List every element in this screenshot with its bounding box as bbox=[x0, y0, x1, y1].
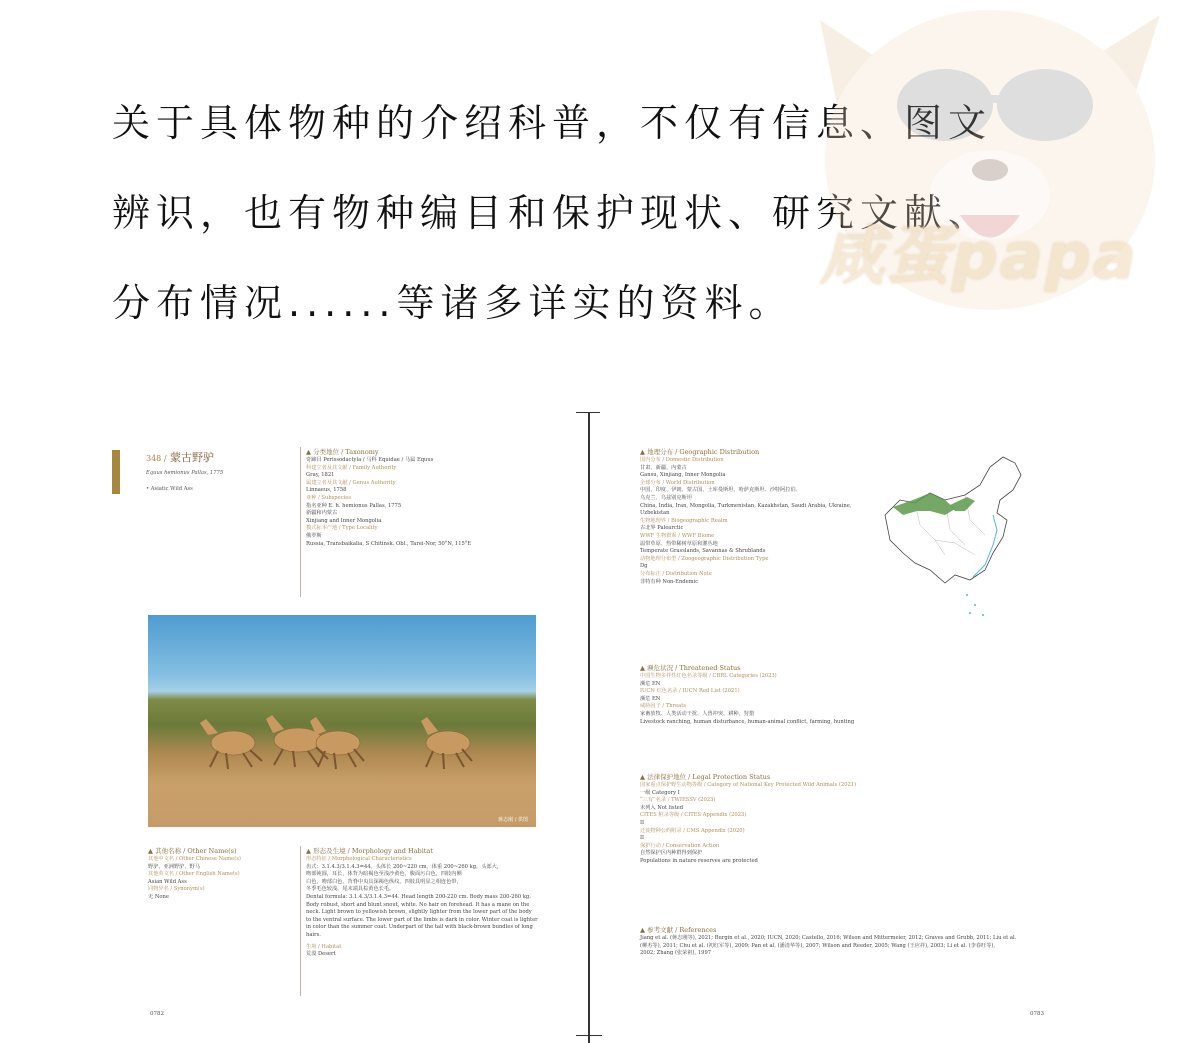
references-line: (柳杰等), 2011; Chu et al. (初红军等), 2009; Pan et al. (潘清华等), 2007; Wilson and Reeder, 2005; Wang (王应祥), 2003; Li et al. (李春旺等), bbox=[640, 942, 996, 949]
morphology-line: hairs. bbox=[306, 931, 321, 938]
morphology-header: ▲ 形态及生境 / Morphology and Habitat bbox=[306, 847, 433, 855]
morphology-line: 荒漠 Desert bbox=[306, 951, 336, 958]
geo-line: 非特有种 Non-Endemic bbox=[640, 578, 699, 585]
other-names-line: 无 None bbox=[148, 893, 169, 900]
page-number-right: 0783 bbox=[1030, 1011, 1044, 1017]
legal-section bbox=[640, 772, 880, 866]
geo-line: Gansu, Xinjiang, Inner Mongolia bbox=[640, 472, 726, 479]
morphology-line: 吻部钝圆，耳长，体背为暗褐色至浅沙黄色，腹面污白色，四肢内侧 bbox=[306, 871, 462, 878]
morphology-line: 形态特征 / Morphological Characteristics bbox=[306, 856, 412, 862]
english-name: • Asiatic Wild Ass bbox=[146, 486, 193, 492]
left-page bbox=[110, 405, 580, 1035]
taxonomy-section bbox=[306, 447, 546, 548]
south-sea-islands bbox=[966, 594, 984, 616]
column-divider bbox=[300, 846, 301, 996]
gutter-bottom-mark bbox=[576, 1035, 602, 1036]
other-names-line: Asian Wild Ass bbox=[148, 878, 187, 885]
taxonomy-line: 模式标本产地 / Type Locality bbox=[306, 525, 378, 532]
geo-header: ▲ 地理分布 / Geographic Distribution bbox=[640, 448, 760, 456]
morphology-line: neck. Light brown to yellowish brown, slightly lighter from the lower part of the body bbox=[306, 909, 532, 916]
taxonomy-header: ▲ 分类地位 / Taxonomy bbox=[306, 448, 379, 456]
watermark-text: 咸蛋papa bbox=[820, 220, 1138, 294]
photo-credit: 蒋志刚 / 供图 bbox=[498, 817, 528, 823]
geo-line: 甘肃、新疆、内蒙古 bbox=[640, 464, 687, 471]
species-number: 348 / bbox=[146, 454, 167, 463]
morphology-line: Body robust, short and blunt snout, white. No hair on forehead. It has a mane on the bbox=[306, 901, 530, 908]
geo-line: 古北界 Palearctic bbox=[640, 525, 684, 532]
distribution-map bbox=[875, 445, 1055, 625]
taxonomy-line: 属建立者及其文献 / Genus Authority bbox=[306, 479, 396, 486]
geo-line: Temperate Grasslands, Savannas & Shrublands bbox=[640, 548, 766, 555]
threat-header: ▲ 濒危状况 / Threatened Status bbox=[640, 664, 741, 672]
geo-line: China, India, Iran, Mongolia, Turkmenistan, Kazakhstan, Saudi Arabia, Ukraine, bbox=[640, 502, 852, 509]
threat-line: Livestock ranching, human disturbance, human-animal conflict, farming, hunting bbox=[640, 718, 855, 725]
species-name: 蒙古野驴 bbox=[170, 451, 215, 464]
other-names-line: 其他英文名 / Other English Name(s) bbox=[148, 871, 240, 878]
morphology-line: in color than the summer coat. Underpart of the tail with black-brown bundles of long bbox=[306, 924, 533, 931]
legal-line: II bbox=[640, 835, 645, 842]
heading-line-2: 辨识，也有物种编目和保护现状、研究文献、 bbox=[112, 191, 993, 235]
references-line: 2002; Zhang (张荣祖), 1997 bbox=[640, 950, 712, 957]
other-names-line: 野驴、亚洲野驴、野马 bbox=[148, 863, 200, 870]
species-accent-bar bbox=[112, 450, 120, 494]
geo-section bbox=[640, 447, 870, 586]
heading-line-1: 关于具体物种的介绍科普，不仅有信息、图文 bbox=[112, 101, 993, 145]
other-names-header: ▲ 其他名称 / Other Name(s) bbox=[148, 847, 237, 855]
taxonomy-line: 亚种 / Subspecies bbox=[306, 494, 351, 501]
threat-line: 中国生物多样性红色名录等级 / CBRL Categories (2023) bbox=[640, 673, 777, 679]
taxonomy-line: Xinjiang and Inner Mongolia bbox=[306, 517, 382, 524]
legal-header: ▲ 法律保护地位 / Legal Protection Status bbox=[640, 773, 771, 781]
references-section bbox=[640, 925, 1040, 958]
taxonomy-line: 科建立者及其文献 / Family Authority bbox=[306, 464, 397, 471]
china-outline bbox=[885, 457, 1021, 583]
wild-ass-illustration bbox=[148, 615, 536, 827]
morphology-line: to the ventral surface. The lower part of the limbs is dark in color. Winter coat is lighter bbox=[306, 916, 538, 923]
taxonomy-line: Russia, Transbaikalia, S Chitinsk. Obl., Tarei-Nor, 50°N, 115°E bbox=[306, 540, 472, 547]
taxonomy-line: 俄罗斯 bbox=[306, 532, 322, 539]
other-names-line: 同物异名 / Synonym(s) bbox=[148, 886, 205, 893]
morphology-line: Dental formula: 3.1.4.3/3.1.4.3=44. Head length 200-220 cm. Body mass 200-260 kg. bbox=[306, 893, 531, 900]
threat-line: 家畜放牧、人类活动干扰、人兽冲突、耕种、狩猎 bbox=[640, 710, 755, 717]
right-page bbox=[600, 405, 1070, 1035]
taxonomy-line: 奇蹄目 Perissodactyla / 马科 Equidae / 马属 Equus bbox=[306, 457, 434, 463]
other-names-section bbox=[148, 846, 298, 902]
morphology-line: 冬季毛色较浅，尾末端具棕黄色长毛。 bbox=[306, 886, 395, 893]
legal-line: 自然保护区内种群得到保护 bbox=[640, 850, 703, 857]
references-header: ▲ 参考文献 / References bbox=[640, 926, 717, 934]
legal-line: 一级 Category I bbox=[640, 789, 680, 796]
geo-line: 分布标注 / Distribution Note bbox=[640, 570, 712, 577]
legal-line: II bbox=[640, 819, 645, 826]
column-divider bbox=[300, 447, 301, 597]
legal-line: 保护行动 / Conservation Action bbox=[640, 842, 720, 849]
morphology-line: 白色，吻部白色，背脊中央具深褐色纵纹。四肢具明显之相连色带， bbox=[306, 878, 462, 885]
legal-line: 未列入 Not listed bbox=[640, 804, 684, 811]
book-gutter bbox=[588, 413, 590, 1043]
threat-line: IUCN 红色名录 / IUCN Red List (2021) bbox=[640, 688, 740, 695]
geo-line: 中国、印度、伊朗、蒙古国、土库曼斯坦、哈萨克斯坦、沙特阿拉伯、 bbox=[640, 487, 801, 494]
morphology-section bbox=[306, 846, 546, 959]
legal-line: Populations in nature reserves are protected bbox=[640, 857, 758, 864]
other-names-line: 其他中文名 / Other Chinese Name(s) bbox=[148, 856, 241, 862]
geo-line: 国内分布 / Domestic Distribution bbox=[640, 457, 724, 463]
geo-line: 温带草原、热带稀树草原和灌丛地 bbox=[640, 540, 718, 547]
geo-line: Dg bbox=[640, 563, 648, 570]
species-photo bbox=[148, 615, 536, 827]
threat-line: 濒危 EN bbox=[640, 695, 661, 702]
scientific-name: Equus hemionus Pallas, 1775 bbox=[146, 470, 224, 476]
geo-line: Uzbekistan bbox=[640, 510, 670, 517]
threat-line: 威胁因子 / Threats bbox=[640, 703, 686, 710]
heading-line-3: 分布情况......等诸多详实的资料。 bbox=[112, 281, 793, 325]
references-line: Jiang et al. (蒋志刚等), 2021; Burgin et al., 2020; IUCN, 2020; Castello, 2016; Wilson and Mittermeier, 2012; Graves and Grubb, 2011; Liu et al. bbox=[640, 935, 1017, 941]
geo-line: 生物地理界 / Biogeographic Realm bbox=[640, 517, 728, 524]
threat-section bbox=[640, 663, 880, 726]
legal-line: 迁徙物种公约附录 / CMS Appendix (2020) bbox=[640, 827, 745, 834]
taxonomy-line: Linnaeus, 1758 bbox=[306, 487, 347, 494]
threat-line: 濒危 EN bbox=[640, 680, 661, 687]
geo-line: 动物地理分布型 / Zoogeographic Distribution Type bbox=[640, 555, 769, 562]
species-title bbox=[146, 449, 214, 465]
legal-line: “三有”名录 / TWIESSV (2023) bbox=[640, 797, 716, 804]
geo-line: 全球分布 / World Distribution bbox=[640, 479, 715, 486]
morphology-line: 生境 / Habitat bbox=[306, 943, 342, 950]
taxonomy-line: 新疆和内蒙古 bbox=[306, 510, 338, 517]
geo-line: WWF 生物群系 / WWF Biome bbox=[640, 532, 715, 539]
legal-line: CITES 附录等级 / CITES Appendix (2023) bbox=[640, 812, 747, 819]
taxonomy-line: 指名亚种 E. h. hemionus Pallas, 1775 bbox=[306, 502, 402, 509]
geo-line: 乌克兰、乌兹别克斯坦 bbox=[640, 494, 692, 501]
legal-line: 国家重点保护野生动物等级 / Category of National Key Protected Wild Animals (2021) bbox=[640, 782, 857, 788]
taxonomy-line: Gray, 1821 bbox=[306, 472, 335, 479]
page-number-left: 0782 bbox=[150, 1011, 164, 1017]
morphology-line: 齿式：3.1.4.3/3.1.4.3=44。头体长 200~220 cm，体重 200~260 kg。头部大， bbox=[306, 863, 502, 870]
book-spread bbox=[110, 405, 1070, 1040]
